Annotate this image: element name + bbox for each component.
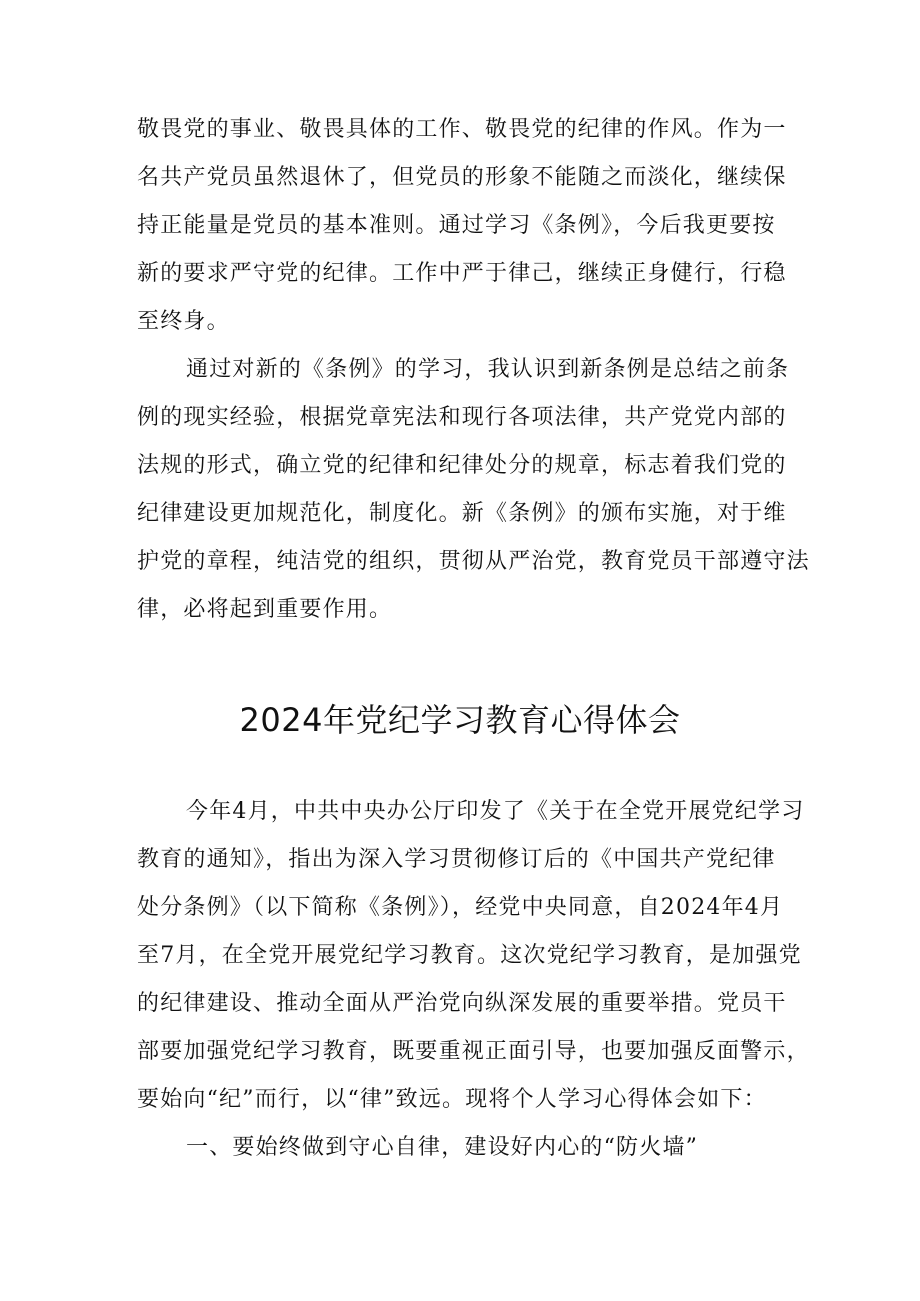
paragraph-line: 法规的形式，确立党的纪律和纪律处分的规章，标志着我们党的 <box>137 453 787 478</box>
paragraph-line: 纪律建设更加规范化，制度化。新《条例》的颁布实施，对于维 <box>137 501 787 526</box>
paragraph-line: 名共产党员虽然退休了，但党员的形象不能随之而淡化，继续保 <box>137 165 787 190</box>
paragraph-line: 律，必将起到重要作用。 <box>137 597 393 622</box>
document-title: 2024年党纪学习教育心得体会 <box>239 701 681 739</box>
section-heading: 一、要始终做到守心自律，建设好内心的“防火墙” <box>186 1135 699 1160</box>
paragraph-line: 的纪律建设、推动全面从严治党向纵深发展的重要举措。党员干 <box>137 991 787 1016</box>
paragraph-line: 部要加强党纪学习教育，既要重视正面引导，也要加强反面警示， <box>137 1039 810 1064</box>
paragraph-line: 新的要求严守党的纪律。工作中严于律己，继续正身健行，行稳 <box>137 261 787 286</box>
paragraph-line: 今年4月，中共中央办公厅印发了《关于在全党开展党纪学习 <box>186 799 805 824</box>
paragraph-line: 敬畏党的事业、敬畏具体的工作、敬畏党的纪律的作风。作为一 <box>137 117 787 142</box>
paragraph-line: 要始向“纪”而行，以“律”致远。现将个人学习心得体会如下： <box>137 1087 767 1112</box>
paragraph-line: 护党的章程，纯洁党的组织，贯彻从严治党，教育党员干部遵守法 <box>137 549 810 574</box>
paragraph-line: 至7月，在全党开展党纪学习教育。这次党纪学习教育，是加强党 <box>137 943 802 968</box>
paragraph-line: 例的现实经验，根据党章宪法和现行各项法律，共产党党内部的 <box>137 405 787 430</box>
paragraph-line: 处分条例》（以下简称《条例》），经党中央同意，自2024年4月 <box>137 895 784 920</box>
paragraph-line: 教育的通知》，指出为深入学习贯彻修订后的《中国共产党纪律 <box>137 847 776 872</box>
paragraph-line: 通过对新的《条例》的学习，我认识到新条例是总结之前条 <box>186 357 790 382</box>
paragraph-line: 持正能量是党员的基本准则。通过学习《条例》，今后我更要按 <box>137 213 776 238</box>
paragraph-line: 至终身。 <box>137 309 230 334</box>
